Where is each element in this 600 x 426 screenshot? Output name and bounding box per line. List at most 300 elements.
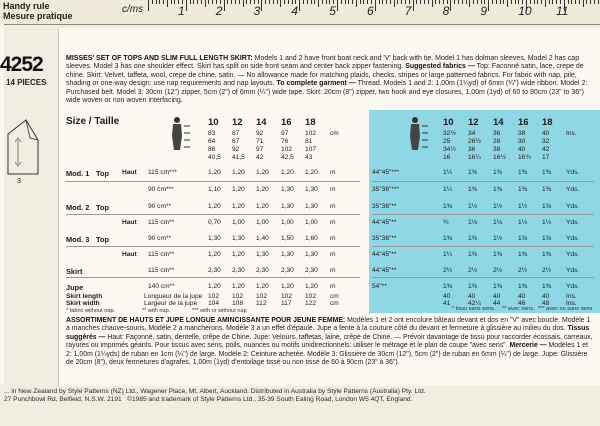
ruler-tick: [534, 0, 535, 4]
yardage-yd: 1⅜: [443, 203, 453, 210]
finished-measure-fr: Largeur de la jupe: [144, 300, 198, 307]
notions-fr: Modèles 1 et 2: 1,00m (1¼yds) de ruban en 1cm (¼") de large. Modèle 2: Ceinture achetée. Modèle 3: Glissière de 30cm (12"), 5cm (2") de ruban en 6mm (¼") de large. Jupe: Glissière de 20cm (8"), deux fermetures d'agrafes, 1,00m (1yd) d'entoilage tissé ou non tissé de 60 à 90cm (23" à 36").: [66, 342, 588, 367]
notions-label-en: To complete garment —: [276, 80, 356, 88]
ruler-tick: [352, 0, 353, 4]
yardage-yd: 1⅜: [468, 235, 478, 242]
yardage-m: 1,20: [232, 169, 245, 176]
ruler-tick: [299, 0, 300, 11]
row-garment-en: Top: [96, 235, 109, 244]
ruler-number: 11: [556, 4, 569, 18]
yardage-m: 2,30: [208, 267, 221, 274]
yardage-yd: 1⅛: [493, 219, 503, 226]
fabric-width: 115 cm**: [148, 219, 175, 226]
yardage-yd: 1⅜: [443, 235, 453, 242]
finished-measure-in: 40: [468, 293, 476, 300]
yardage-m: 1,20: [256, 203, 269, 210]
row-model-label: Jupe: [66, 283, 84, 292]
yardage-unit: m: [330, 219, 336, 226]
ruler-tick: [435, 0, 436, 4]
finished-measure-cm: 122: [305, 300, 317, 307]
ruler-tick: [307, 0, 308, 4]
yardage-m: 1,30: [256, 251, 269, 258]
body-figure-icon-imperial: [406, 116, 428, 154]
ruler-tick: [171, 0, 172, 4]
ruler-tick: [159, 0, 160, 4]
yardage-m: 1,40: [256, 235, 269, 242]
finished-measure-in: 48: [542, 300, 550, 307]
ruler-tick: [382, 0, 383, 4]
ruler-tick: [511, 0, 512, 4]
yardage-unit-imperial: Yds.: [566, 219, 580, 226]
ruler-tick: [394, 0, 395, 7]
yardage-yd: 1⅜: [493, 169, 503, 176]
ruler-tick: [450, 0, 451, 11]
description-fr-title: ASSORTIMENT DE HAUTS ET JUPE LONGUE AMINCISSANTE POUR JEUNE FEMME:: [66, 317, 346, 324]
row-model-label: Mod. 3: [66, 235, 90, 244]
ruler-tick: [541, 0, 542, 4]
yardage-m: 1,30: [232, 235, 245, 242]
yardage-m: 1,20: [256, 283, 269, 290]
finished-measure-cm: 104: [208, 300, 220, 307]
ruler-tick: [280, 0, 281, 7]
body-measure-cm: 97: [281, 130, 289, 137]
yardage-m: 2,30: [232, 267, 245, 274]
ruler-tick: [163, 0, 164, 4]
body-measure-cm: 41,5: [232, 154, 245, 161]
ruler-tick: [243, 0, 244, 7]
yardage-m: 1,60: [305, 235, 318, 242]
yardage-m: 1,20: [232, 283, 245, 290]
finished-measure-cm: 108: [232, 300, 244, 307]
left-margin-strip: [0, 24, 4, 384]
yardage-yd: 1¼: [443, 186, 453, 193]
ruler-tick: [212, 0, 213, 4]
ruler-tick: [397, 0, 398, 4]
body-measure-in: 26½: [468, 138, 481, 145]
ruler-tick: [265, 0, 266, 4]
finished-measure-in: 42¼: [468, 300, 481, 307]
ruler-tick: [594, 0, 595, 4]
ruler-number: 8: [442, 4, 450, 18]
fabric-width: 90 cm**: [148, 235, 172, 242]
finished-unit-imperial: Ins.: [566, 300, 577, 307]
body-measure-cm: 102: [281, 146, 293, 153]
fabric-width-imperial: 35"36"**: [372, 235, 397, 242]
ruler-number: 10: [518, 4, 532, 18]
finished-measure-cm: 102: [232, 293, 244, 300]
footnote-with-nap: ** with nap.: [142, 308, 171, 314]
yardage-unit-imperial: Yds.: [566, 267, 580, 274]
ruler-tick: [458, 0, 459, 4]
yardage-m: 2,30: [281, 267, 294, 274]
ruler-tick: [227, 0, 228, 4]
table-divider-imperial: [372, 181, 594, 182]
ruler-tick: [579, 0, 580, 4]
yardage-yd: 1½: [493, 203, 503, 210]
ruler-tick: [413, 0, 414, 11]
body-measure-in: 36: [468, 146, 476, 153]
fabric-width: 140 cm**: [148, 283, 175, 290]
size-header: Size / Taille: [66, 116, 120, 127]
body-measure-cm: 76: [281, 138, 289, 145]
yardage-yd: 1½: [493, 235, 503, 242]
body-measure-in: 16¾: [518, 154, 531, 161]
ruler-tick: [549, 0, 550, 4]
body-figure-icon: [168, 116, 190, 154]
yardage-yd: 1½: [518, 203, 528, 210]
fabrics-en: Top: Faconné satin, lace, crepe de chine. Skirt: Velvet, taffeta, wool, crepe de chine, satin. — No allowance made for matching plaids, checks, stripes or large patterned fabrics. For fabric with nap, pile, shading or one-way design: use nap requirements and nap layouts.: [66, 63, 584, 88]
size-column-header-imperial: 14: [493, 117, 504, 128]
row-garment-en: Top: [96, 169, 109, 178]
ruler-tick: [311, 0, 312, 4]
yardage-m: 1,00: [256, 219, 269, 226]
ruler-tick: [337, 0, 338, 11]
yardage-unit-imperial: Yds.: [566, 251, 580, 258]
ruler-tick: [205, 0, 206, 7]
ruler-tick: [590, 0, 591, 4]
notions-label-fr: Mercerie —: [509, 342, 547, 350]
finished-unit: cm: [330, 293, 339, 300]
row-garment-fr: Haut: [122, 251, 137, 258]
footnote-either-nap: *** with or without nap: [192, 308, 247, 314]
yardage-yd: 1⅝: [518, 235, 528, 242]
ruler-label-en: Handy rule: [3, 1, 50, 11]
yardage-unit: m: [330, 251, 336, 258]
yardage-unit: m: [330, 203, 336, 210]
ruler-tick: [488, 0, 489, 11]
yardage-m: 2,30: [256, 267, 269, 274]
finished-measure-en: Skirt length: [66, 293, 103, 300]
ruler-tick: [496, 0, 497, 4]
size-column-header-imperial: 18: [542, 117, 553, 128]
pattern-piece-sketch: [4, 118, 62, 178]
body-measure-cm: 88: [208, 146, 216, 153]
ruler-tick: [269, 0, 270, 4]
ruler-tick: [462, 0, 463, 4]
yardage-yd: 1⅜: [518, 283, 528, 290]
yardage-m: 1,30: [305, 251, 318, 258]
ruler-tick: [224, 0, 225, 11]
yardage-m: 1,50: [281, 235, 294, 242]
body-measure-in: 32: [542, 138, 550, 145]
pattern-number: 4252: [0, 53, 43, 76]
finished-measure-in: 40: [518, 293, 526, 300]
ruler-tick: [231, 0, 232, 4]
ruler-tick: [571, 0, 572, 4]
size-column-header-imperial: 16: [518, 117, 529, 128]
body-measure-in: 28: [493, 138, 501, 145]
fabric-width-imperial: 35"36"***: [372, 186, 400, 193]
size-column-header: 14: [256, 117, 267, 128]
ruler-label-fr: Mesure pratique: [3, 11, 73, 21]
yardage-m: 1,20: [281, 169, 294, 176]
body-measure-in: 38: [518, 130, 526, 137]
yardage-yd: 1¼: [443, 169, 453, 176]
ruler-tick: [193, 0, 194, 4]
finished-measure-cm: 102: [256, 293, 268, 300]
finished-measure-cm: 102: [208, 293, 220, 300]
finished-unit: cm: [330, 300, 339, 307]
yardage-yd: 1⅜: [542, 186, 552, 193]
body-measure-in: 17: [542, 154, 550, 161]
printer-credits: [4, 388, 564, 404]
yardage-yd: 1⅜: [542, 251, 552, 258]
fabrics-label-fr: Tissus suggérés —: [66, 325, 590, 341]
yardage-m: 1,30: [281, 251, 294, 258]
ruler-tick: [492, 0, 493, 4]
yardage-yd: 1⅜: [468, 186, 478, 193]
row-model-label: Skirt: [66, 267, 83, 276]
row-garment-fr: Haut: [122, 219, 137, 226]
body-measure-in: 34½: [443, 146, 456, 153]
ruler-tick: [303, 0, 304, 4]
fabric-width: 90 cm***: [148, 186, 174, 193]
yardage-unit: m: [330, 235, 336, 242]
yardage-yd: 1⅜: [468, 169, 478, 176]
ruler-number: 1: [178, 4, 185, 18]
ruler-tick: [246, 0, 247, 4]
yardage-unit-imperial: Yds.: [566, 235, 580, 242]
finished-measure-fr: Longueur de la jupe: [144, 293, 203, 300]
yardage-m: 1,30: [305, 203, 318, 210]
body-measure-in: 16: [443, 154, 451, 161]
fabric-width-imperial: 54"**: [372, 283, 387, 290]
ruler-tick: [469, 0, 470, 7]
yardage-yd: 1⅜: [493, 251, 503, 258]
ruler-tick: [416, 0, 417, 4]
yardage-yd: 1⅜: [542, 169, 552, 176]
ruler-tick: [201, 0, 202, 4]
size-column-header: 16: [281, 117, 292, 128]
yardage-m: 1,00: [232, 219, 245, 226]
ruler-tick: [208, 0, 209, 4]
table-divider-imperial: [372, 246, 594, 247]
ruler-tick: [318, 0, 319, 7]
body-measure-in: 30: [518, 138, 526, 145]
yardage-yd: 1⅜: [542, 283, 552, 290]
finished-measure-in: 44: [493, 300, 501, 307]
yardage-m: 1,20: [208, 169, 221, 176]
ruler-number: 5: [329, 4, 336, 18]
body-measure-cm: 64: [208, 138, 216, 145]
ruler-tick: [197, 0, 198, 4]
ruler-tick: [545, 0, 546, 7]
yardage-yd: 1⅛: [518, 219, 528, 226]
finished-measure-in: 46: [518, 300, 526, 307]
sketch-label: 3: [17, 178, 21, 185]
credits-line-1: ... in New Zealand by Style Patterns (NZ) Ltd., Wagener Place, Mt. Albert, Auckland. Distributed in Australia by Style Patterns (Australia) Pty. Ltd.: [4, 388, 426, 395]
yardage-unit: m: [330, 267, 336, 274]
ruler-number: 4: [291, 4, 299, 18]
body-measure-cm: 92: [232, 146, 240, 153]
yardage-m: 1,20: [232, 251, 245, 258]
yardage-yd: 1⅝: [542, 203, 552, 210]
yardage-unit-imperial: Yds.: [566, 203, 580, 210]
ruler-tick: [360, 0, 361, 4]
yardage-m: 1,20: [208, 251, 221, 258]
ruler-tick: [167, 0, 168, 7]
ruler-tick: [575, 0, 576, 4]
yardage-m: 1,10: [208, 186, 221, 193]
body-measure-cm: 97: [256, 146, 264, 153]
ruler-tick: [424, 0, 425, 4]
body-measure-in: 25: [443, 138, 451, 145]
handy-rule: [0, 0, 600, 25]
body-measure-cm: 40,5: [208, 154, 221, 161]
ruler-tick: [363, 0, 364, 4]
yardage-m: 1,20: [256, 169, 269, 176]
fabric-width: 90 cm**: [148, 203, 172, 210]
yardage-m: 1,30: [208, 235, 221, 242]
ruler-tick: [152, 0, 153, 4]
yardage-m: 1,20: [256, 186, 269, 193]
finished-measure-in: 40: [493, 293, 501, 300]
ruler-number: 3: [253, 4, 261, 18]
ruler-number: 9: [480, 4, 488, 18]
yardage-yd: 1⅜: [468, 283, 478, 290]
body-measure-unit-imperial: Ins.: [566, 130, 577, 137]
ruler-tick: [586, 0, 587, 4]
description-en-title: MISSES' SET OF TOPS AND SLIM FULL LENGTH SKIRT:: [66, 55, 253, 62]
ruler-tick: [507, 0, 508, 7]
ruler-tick: [288, 0, 289, 4]
yardage-unit: m: [330, 169, 336, 176]
table-divider-imperial: [372, 277, 594, 278]
ruler-tick: [466, 0, 467, 4]
yardage-yd: 2½: [493, 267, 503, 274]
credits-copyright: ©1985 and trademark of Style Patterns Ltd., 35-39 South Ealing Road, London W5 4QT, England.: [127, 396, 413, 403]
ruler-tick: [186, 0, 187, 11]
ruler-tick: [261, 0, 262, 11]
yardage-yd: 1⅜: [443, 283, 453, 290]
ruler-tick: [314, 0, 315, 4]
size-column-header-imperial: 12: [468, 117, 479, 128]
credits-line-2: [4, 396, 564, 404]
yardage-unit-imperial: Yds.: [566, 186, 580, 193]
ruler-tick: [503, 0, 504, 4]
ruler-tick: [390, 0, 391, 4]
body-measure-cm: 102: [305, 130, 317, 137]
body-measure-cm: 81: [305, 138, 313, 145]
finished-measure-in: 40: [542, 293, 550, 300]
finished-measure-in: 41: [443, 300, 451, 307]
table-divider: [66, 181, 360, 182]
body-measure-in: 42: [542, 146, 550, 153]
ruler-tick: [537, 0, 538, 4]
ruler-tick: [345, 0, 346, 4]
body-measure-in: 32½: [443, 130, 456, 137]
ruler-tick: [174, 0, 175, 4]
yardage-m: 1,30: [305, 186, 318, 193]
fabric-width-imperial: 35"36"**: [372, 203, 397, 210]
yardage-m: 2,30: [305, 267, 318, 274]
ruler-label: [3, 1, 73, 21]
ruler-number: 2: [215, 4, 223, 18]
body-measure-cm: 43: [305, 154, 313, 161]
body-measure-in: 16¼: [468, 154, 481, 161]
fabric-width: 115 cm**: [148, 267, 175, 274]
yardage-m: 1,20: [281, 283, 294, 290]
ruler-tick: [386, 0, 387, 4]
yardage-yd: 1⅛: [468, 219, 478, 226]
ruler-tick: [375, 0, 376, 11]
credits-address: 27 Punchbowl Rd, Belfield, N.S.W. 2191: [4, 396, 122, 403]
ruler-tick: [432, 0, 433, 7]
notions-en: Thread. Models 1 and 2: 1,00m (1¼yd) of 6mm (¼") wide ribbon. Model 2: Purchased belt. Model 3: 30cm (12") zipper, 5cm (2") of 6mm (¼") wide tape. Skirt: 20cm (8") zipper, two hook and eye closures, 1,00m (1yd) of 60 to 90cm (23" to 36") wide woven or non woven interfacing.: [66, 80, 588, 105]
ruler-tick: [401, 0, 402, 4]
ruler-tick: [515, 0, 516, 4]
yardage-m: 1,00: [281, 219, 294, 226]
yardage-yd: 1⅝: [542, 235, 552, 242]
yardage-unit-imperial: Yds.: [566, 283, 580, 290]
yardage-yd: 2½: [443, 267, 453, 274]
finished-measure-in: 40: [443, 293, 451, 300]
ruler-tick: [148, 0, 149, 11]
body-measure-unit: cm: [330, 130, 339, 137]
finished-measure-cm: 117: [281, 300, 292, 307]
yardage-unit-imperial: Yds.: [566, 169, 580, 176]
ruler-number: 6: [367, 4, 374, 18]
fabric-width-imperial: 44"45"**: [372, 267, 397, 274]
yardage-yd: 2½: [468, 267, 478, 274]
body-measure-in: 40: [542, 130, 550, 137]
body-measure-in: 16½: [493, 154, 506, 161]
ruler-tick: [156, 0, 157, 4]
table-divider: [66, 214, 360, 215]
ruler-tick: [500, 0, 501, 4]
yardage-m: 1,00: [305, 219, 318, 226]
yardage-yd: 1½: [468, 203, 478, 210]
finished-measure-cm: 102: [305, 293, 317, 300]
yardage-yd: 1⅛: [542, 219, 552, 226]
ruler-tick: [473, 0, 474, 4]
description-en: [66, 55, 594, 105]
body-measure-cm: 42: [256, 154, 264, 161]
table-divider: [66, 277, 360, 278]
ruler-tick: [284, 0, 285, 4]
yardage-yd: 1⅜: [518, 186, 528, 193]
yardage-m: 1,20: [208, 203, 221, 210]
table-divider: [66, 246, 360, 247]
size-column-header: 18: [305, 117, 316, 128]
ruler-tick: [277, 0, 278, 4]
ruler-tick: [598, 0, 599, 4]
fabric-width: 115 cm**: [148, 251, 175, 258]
footnote-avec-sens: ** avec sens.: [502, 306, 535, 312]
yardage-yd: 1⅜: [518, 251, 528, 258]
body-measure-in: 36: [493, 130, 501, 137]
ruler-tick: [428, 0, 429, 4]
fabric-width: 115 cm***: [148, 169, 177, 176]
ruler-tick: [250, 0, 251, 4]
footnote-avec-ou-sans: *** avec ou sans sens: [538, 306, 593, 312]
description-en-body: Models 1 and 2 have front boat neck and 'V' back with tie. Model 1 has dolman sleeves, Model 2 has cap sleeves. Model 3 has one shoulder effect. Skirt has split on side front seam and center back zipper fastening.: [66, 55, 580, 71]
fabric-width-imperial: 44"45"**: [372, 251, 397, 258]
body-measure-cm: 83: [208, 130, 216, 137]
row-garment-en: Top: [96, 203, 109, 212]
ruler-tick: [273, 0, 274, 4]
ruler-tick: [190, 0, 191, 4]
yardage-yd: 1¼: [443, 251, 453, 258]
yardage-m: 1,20: [232, 186, 245, 193]
footnote-without-nap: * fabric without nap.: [66, 308, 116, 314]
yardage-yd: 1⅜: [493, 186, 503, 193]
ruler-tick: [454, 0, 455, 4]
yardage-yd: 1⅜: [468, 251, 478, 258]
ruler-tick: [477, 0, 478, 4]
body-measure-cm: 67: [232, 138, 240, 145]
ruler-tick: [322, 0, 323, 4]
